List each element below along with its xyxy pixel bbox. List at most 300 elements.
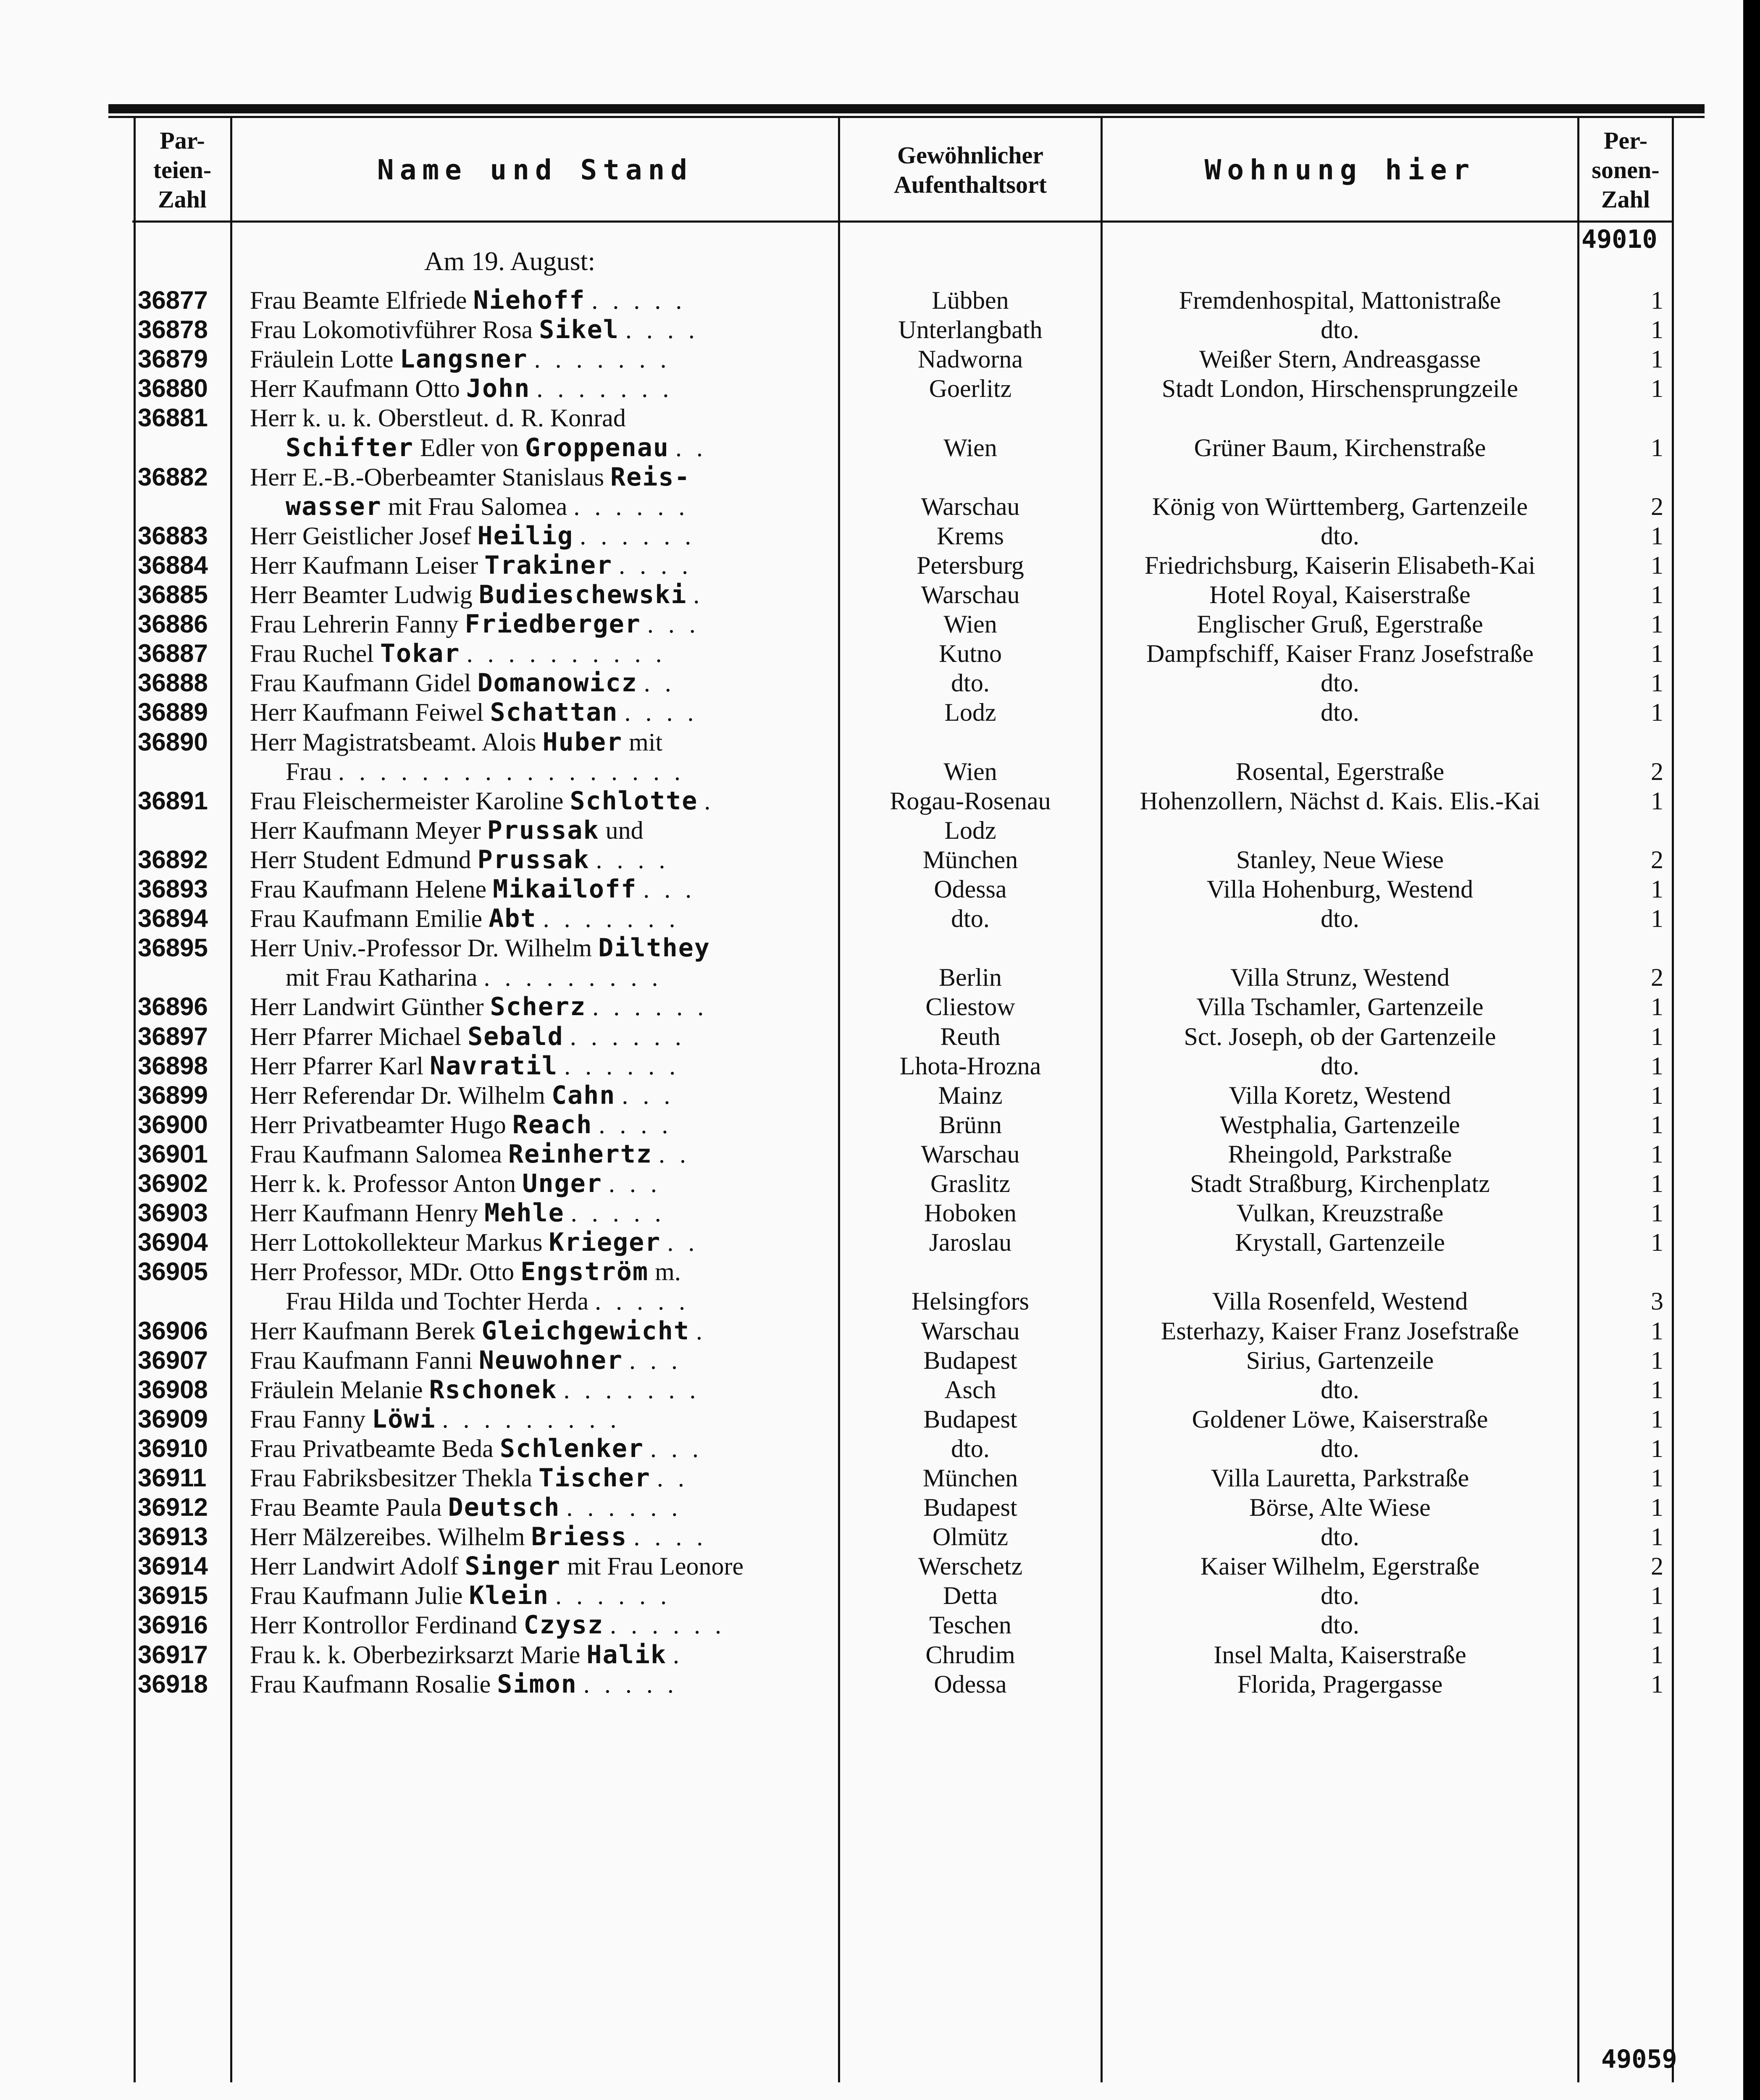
name-text: mit [629, 728, 663, 756]
home-town: Warschau [921, 1140, 1020, 1168]
guest-name [286, 757, 838, 786]
name-text: Herr Kontrollor Ferdinand [250, 1611, 517, 1639]
lodging-address: Stanley, Neue Wiese [1236, 846, 1444, 874]
surname: Budieschewski [478, 580, 687, 609]
table-row [0, 1110, 1743, 1139]
home-town: Detta [943, 1582, 998, 1609]
person-count: 1 [1651, 640, 1663, 667]
guest-name [250, 786, 838, 816]
name-text: Frau Lokomotivführer Rosa [250, 316, 533, 344]
surname: Tokar [380, 639, 460, 668]
party-number: 36890 [138, 728, 208, 756]
home-town: dto. [951, 1435, 990, 1462]
home-town: Rogau-Rosenau [890, 787, 1051, 815]
lodging-address: Krystall, Gartenzeile [1235, 1228, 1445, 1256]
person-count: 1 [1651, 1199, 1663, 1227]
person-count: 1 [1651, 581, 1663, 609]
party-number: 36881 [138, 404, 208, 432]
header-party-count: Par- teien- Zahl [153, 127, 212, 213]
table-row [0, 1493, 1743, 1522]
name-text: Frau Kaufmann Julie [250, 1582, 463, 1609]
home-town: Lübben [932, 286, 1009, 314]
table-row [0, 315, 1743, 344]
person-count: 1 [1651, 345, 1663, 373]
lodging-address: Englischer Gruß, Egerstraße [1197, 610, 1483, 638]
name-text: Herr k. k. Professor Anton [250, 1170, 516, 1197]
leader-dots: . . [667, 1228, 699, 1256]
name-text: Herr k. u. k. Oberstleut. d. R. Konrad [250, 404, 626, 432]
person-count: 1 [1651, 316, 1663, 344]
leader-dots: . . . . . . [610, 1611, 726, 1639]
table-row [0, 462, 1743, 492]
leader-dots: . . [658, 1140, 690, 1168]
name-text: Herr Kaufmann Otto [250, 375, 460, 402]
surname: Halik [586, 1640, 667, 1670]
home-town: Graslitz [930, 1170, 1010, 1197]
lodging-address: Dampfschiff, Kaiser Franz Josefstraße [1146, 640, 1534, 667]
person-count: 2 [1651, 493, 1663, 520]
guest-name [250, 874, 838, 904]
guest-name [250, 933, 838, 963]
guest-name [250, 1051, 838, 1081]
guest-name [250, 904, 838, 933]
home-town: Odessa [934, 875, 1007, 903]
table-row [0, 1610, 1743, 1640]
surname: wasser [286, 492, 382, 521]
leader-dots: . . [657, 1464, 688, 1492]
page-edge [1743, 0, 1760, 2100]
table-row [0, 727, 1743, 757]
leader-dots: . . . . . . . . . [483, 963, 662, 991]
name-text: Herr Geistlicher Josef [250, 522, 471, 550]
guest-name [250, 1404, 838, 1434]
party-number: 36902 [138, 1169, 208, 1197]
home-town: Kutno [939, 640, 1002, 667]
person-count: 1 [1651, 551, 1663, 579]
party-number: 36906 [138, 1317, 208, 1345]
name-text: Frau Kaufmann Salomea [250, 1140, 502, 1168]
home-town: Mainz [938, 1082, 1003, 1109]
surname: Reis- [610, 462, 691, 492]
leader-dots: . . . . . [595, 1287, 690, 1315]
name-text: Edler von [420, 434, 519, 462]
lodging-address: Kaiser Wilhelm, Egerstraße [1200, 1552, 1480, 1580]
surname: Löwi [371, 1404, 436, 1434]
person-count: 1 [1651, 1494, 1663, 1521]
guest-name [250, 1640, 838, 1670]
person-count: 1 [1651, 698, 1663, 726]
name-text: Herr Landwirt Adolf [250, 1552, 459, 1580]
guest-name [286, 963, 838, 992]
person-count: 1 [1651, 375, 1663, 402]
surname: Sebald [468, 1022, 564, 1051]
leader-dots: . . . . . . . [536, 375, 673, 402]
name-text: Herr Kaufmann Henry [250, 1199, 478, 1227]
person-count: 1 [1651, 522, 1663, 550]
table-row [0, 904, 1743, 933]
person-count: 1 [1651, 669, 1663, 697]
party-number: 36901 [138, 1140, 208, 1168]
lodging-address: Börse, Alte Wiese [1249, 1494, 1431, 1521]
party-number: 36878 [138, 315, 208, 344]
table-row [0, 1139, 1743, 1169]
leader-dots: . . . . . . . [543, 905, 680, 932]
surname: Heilig [477, 521, 574, 551]
home-town: Krems [937, 522, 1004, 550]
table-row [0, 1346, 1743, 1375]
surname: Klein [469, 1581, 549, 1610]
leader-dots: . . . [608, 1170, 661, 1197]
lodging-address: Rheingold, Parkstraße [1228, 1140, 1452, 1168]
lodging-address: dto. [1321, 1582, 1359, 1609]
table-row [0, 757, 1743, 786]
guest-name [250, 1257, 838, 1286]
lodging-address: Villa Koretz, Westend [1229, 1082, 1451, 1109]
party-number: 36887 [138, 639, 208, 667]
surname: Schifter [286, 433, 414, 462]
surname: Huber [542, 727, 623, 757]
lodging-address: Rosental, Egerstraße [1235, 758, 1445, 785]
name-text: m. [655, 1258, 681, 1286]
table-row [0, 1463, 1743, 1493]
lodging-address: dto. [1321, 698, 1359, 726]
leader-dots: . . . . . [583, 1670, 678, 1698]
lodging-address: dto. [1321, 522, 1359, 550]
table-row [0, 1375, 1743, 1404]
guest-name [250, 286, 838, 315]
party-number: 36882 [138, 463, 208, 491]
home-town: Goerlitz [929, 375, 1012, 402]
surname: Groppenau [525, 433, 670, 462]
leader-dots: . . . . . . [564, 1052, 680, 1080]
surname: Unger [522, 1169, 602, 1198]
lodging-address: Villa Lauretta, Parkstraße [1211, 1464, 1469, 1492]
lodging-address: Stadt Straßburg, Kirchenplatz [1190, 1170, 1490, 1197]
lodging-address: Villa Strunz, Westend [1230, 963, 1450, 991]
person-count: 1 [1651, 1582, 1663, 1609]
leader-dots: . . . . . . [573, 493, 689, 520]
home-town: Helsingfors [912, 1287, 1029, 1315]
surname: Langsner [399, 344, 528, 374]
leader-dots: . . [675, 434, 707, 462]
party-number: 36888 [138, 669, 208, 697]
name-text: mit Frau Salomea [388, 493, 567, 520]
leader-dots: . . . . [619, 551, 693, 579]
table-row [0, 1169, 1743, 1198]
name-text: Herr Pfarrer Karl [250, 1052, 424, 1080]
home-town: Werschetz [918, 1552, 1023, 1580]
person-count: 1 [1651, 1023, 1663, 1050]
home-town: Chrudim [925, 1641, 1015, 1669]
party-number: 36907 [138, 1346, 208, 1374]
party-number: 36910 [138, 1434, 208, 1462]
home-town: Lhota-Hrozna [899, 1052, 1041, 1080]
header-name-and-status: Name und Stand [377, 154, 693, 186]
person-count: 1 [1651, 1347, 1663, 1374]
guest-name [250, 315, 838, 344]
person-count: 1 [1651, 1405, 1663, 1433]
guest-name [250, 1169, 838, 1198]
table-row [0, 1081, 1743, 1110]
guest-name [250, 551, 838, 580]
surname: Reach [512, 1110, 593, 1139]
guest-name [250, 1434, 838, 1463]
party-number: 36905 [138, 1257, 208, 1286]
leader-dots: . . . . [596, 846, 670, 874]
name-text: Frau Beamte Paula [250, 1494, 442, 1521]
party-number: 36911 [138, 1464, 207, 1492]
person-count: 1 [1651, 434, 1663, 462]
leader-dots: . . . . [624, 698, 698, 726]
person-count: 1 [1651, 1376, 1663, 1404]
guest-name [250, 521, 838, 551]
table-row [0, 963, 1743, 992]
guest-name [250, 1228, 838, 1257]
guest-name [250, 1110, 838, 1139]
party-number: 36886 [138, 610, 208, 638]
name-text: Fräulein Lotte [250, 345, 394, 373]
date-heading: Am 19. August: [424, 246, 596, 276]
person-count: 2 [1651, 1552, 1663, 1580]
home-town: Hoboken [924, 1199, 1017, 1227]
name-text: Herr E.-B.-Oberbeamter Stanislaus [250, 463, 604, 491]
person-count: 1 [1651, 1464, 1663, 1492]
surname: Singer [465, 1551, 561, 1581]
person-count: 3 [1651, 1287, 1663, 1315]
lodging-address: dto. [1321, 669, 1359, 697]
name-text: Herr Beamter Ludwig [250, 581, 473, 609]
leader-dots: . . . [650, 1435, 703, 1462]
table-row [0, 609, 1743, 639]
leader-dots: . . . . . . [555, 1582, 671, 1609]
name-text: mit Frau Katharina [286, 963, 478, 991]
surname: Gleichgewicht [481, 1316, 690, 1346]
leader-dots: . [696, 1317, 707, 1345]
leader-dots: . [704, 787, 715, 815]
guest-name [250, 1081, 838, 1110]
name-text: Frau Kaufmann Fanni [250, 1347, 473, 1374]
surname: Briess [531, 1522, 628, 1551]
table-row [0, 1286, 1743, 1316]
surname: Navratil [430, 1051, 558, 1081]
name-text: Frau Beamte Elfriede [250, 286, 467, 314]
person-count: 1 [1651, 1611, 1663, 1639]
header-lodging-here: Wohnung hier [1204, 154, 1476, 186]
party-number: 36897 [138, 1022, 208, 1050]
home-town: Berlin [939, 963, 1002, 991]
home-town: Petersburg [917, 551, 1024, 579]
guest-name [250, 1610, 838, 1640]
home-town: Lodz [944, 698, 996, 726]
surname: Domanowicz [477, 668, 638, 698]
guest-name [250, 374, 838, 403]
leader-dots: . . . [647, 610, 700, 638]
person-count: 1 [1651, 610, 1663, 638]
name-text: und [605, 816, 644, 844]
guest-name [250, 403, 838, 433]
party-number: 36903 [138, 1199, 208, 1227]
guest-name [250, 1670, 838, 1699]
guest-name [250, 727, 838, 757]
surname: Schlenker [499, 1434, 644, 1463]
name-text: mit Frau Leonore [567, 1552, 744, 1580]
lodging-address: dto. [1321, 1611, 1359, 1639]
guest-name [250, 1346, 838, 1375]
home-town: Cliestow [925, 993, 1015, 1021]
surname: Neuwohner [478, 1346, 623, 1375]
person-count: 2 [1651, 846, 1663, 874]
party-number: 36915 [138, 1581, 208, 1609]
guest-name [250, 609, 838, 639]
lodging-address: Westphalia, Gartenzeile [1220, 1111, 1460, 1139]
leader-dots: . [693, 581, 704, 609]
surname: Dilthey [598, 933, 710, 963]
guest-name [250, 845, 838, 874]
leader-dots: . . . [622, 1082, 675, 1109]
person-count: 1 [1651, 1228, 1663, 1256]
person-count: 1 [1651, 905, 1663, 932]
home-town: Wien [943, 758, 997, 785]
table-row [0, 1581, 1743, 1610]
guest-name [250, 1522, 838, 1551]
lodging-address: Friedrichsburg, Kaiserin Elisabeth-Kai [1144, 551, 1536, 579]
party-number: 36904 [138, 1228, 208, 1256]
table-row [0, 1522, 1743, 1551]
name-text: Herr Kaufmann Meyer [250, 816, 481, 844]
leader-dots: . . . . . . [592, 993, 708, 1021]
person-count: 1 [1651, 1170, 1663, 1197]
party-number: 36912 [138, 1493, 208, 1521]
name-text: Fräulein Melanie [250, 1376, 423, 1404]
lodging-address: dto. [1321, 1376, 1359, 1404]
surname: John [466, 374, 531, 403]
name-text: Herr Kaufmann Leiser [250, 551, 478, 579]
surname: Prussak [477, 845, 590, 874]
leader-dots: . [672, 1641, 683, 1669]
table-row [0, 286, 1743, 315]
party-number: 36892 [138, 845, 208, 874]
name-text: Frau Fabriksbesitzer Thekla [250, 1464, 533, 1492]
name-text: Frau Kaufmann Rosalie [250, 1670, 491, 1698]
person-count: 1 [1651, 1052, 1663, 1080]
table-row [0, 992, 1743, 1021]
lodging-address: Villa Hohenburg, Westend [1206, 875, 1474, 903]
lodging-address: dto. [1321, 905, 1359, 932]
person-count: 1 [1651, 1140, 1663, 1168]
name-text: Frau Hilda und Tochter Herda [286, 1287, 589, 1315]
home-town: Budapest [923, 1405, 1017, 1433]
table-row [0, 1051, 1743, 1081]
surname: Schattan [490, 698, 618, 727]
surname: Reinhertz [508, 1139, 652, 1169]
guest-name [250, 1493, 838, 1522]
guest-name [250, 1581, 838, 1610]
home-town: Odessa [934, 1670, 1007, 1698]
leader-dots: . . . . . . [580, 522, 696, 550]
name-text: Herr Kaufmann Feiwel [250, 698, 484, 726]
name-text: Frau Kaufmann Emilie [250, 905, 483, 932]
person-count: 1 [1651, 1111, 1663, 1139]
home-town: dto. [951, 905, 990, 932]
table-row [0, 874, 1743, 904]
party-number: 36894 [138, 904, 208, 932]
party-number: 36908 [138, 1376, 208, 1404]
table-row [0, 521, 1743, 551]
surname: Abt [489, 904, 537, 933]
party-number: 36917 [138, 1641, 208, 1669]
home-town: Lodz [944, 816, 996, 844]
surname: Mehle [484, 1198, 565, 1228]
person-count: 1 [1651, 1523, 1663, 1551]
table-row [0, 433, 1743, 462]
surname: Prussak [487, 816, 599, 845]
table-row [0, 933, 1743, 963]
lodging-address: Insel Malta, Kaiserstraße [1214, 1641, 1466, 1669]
lodging-address: Villa Rosenfeld, Westend [1212, 1287, 1468, 1315]
party-number: 36891 [138, 787, 208, 815]
leader-dots: . . . . . . . [534, 345, 671, 373]
surname: Engström [520, 1257, 649, 1286]
lodging-address: Vulkan, Kreuzstraße [1236, 1199, 1444, 1227]
table-row [0, 580, 1743, 609]
guest-name [250, 1316, 838, 1346]
home-town: Warschau [921, 1317, 1020, 1345]
name-text: Frau Fanny [250, 1405, 365, 1433]
party-number: 36896 [138, 992, 208, 1021]
running-total-top: 49010 [1581, 225, 1658, 254]
header-person-count: Per- sonen- Zahl [1592, 127, 1660, 213]
home-town: Wien [943, 610, 997, 638]
name-text: Herr Mälzereibes. Wilhelm [250, 1523, 525, 1551]
lodging-address: Stadt London, Hirschensprungzeile [1161, 375, 1518, 402]
leader-dots: . . . [643, 875, 696, 903]
table-row [0, 344, 1743, 374]
leader-dots: . . . . . . . . . [442, 1405, 621, 1433]
table-row [0, 816, 1743, 845]
party-number: 36898 [138, 1052, 208, 1080]
party-number: 36918 [138, 1670, 208, 1698]
party-number: 36880 [138, 374, 208, 402]
lodging-address: dto. [1321, 1435, 1359, 1462]
party-number: 36885 [138, 580, 208, 609]
name-text: Herr Referendar Dr. Wilhelm [250, 1082, 545, 1109]
surname: Mikailoff [493, 874, 637, 904]
guest-name [250, 1022, 838, 1051]
guest-name [286, 1286, 838, 1316]
name-text: Herr Lottokollekteur Markus [250, 1228, 543, 1256]
leader-dots: . . . . . . . . . . [466, 640, 666, 667]
guest-name [286, 433, 838, 462]
person-count: 1 [1651, 787, 1663, 815]
lodging-address: Sct. Joseph, ob der Gartenzeile [1184, 1023, 1496, 1050]
home-town: Budapest [923, 1347, 1017, 1374]
surname: Czysz [523, 1610, 604, 1640]
person-count: 2 [1651, 963, 1663, 991]
leader-dots: . . . . . [591, 286, 686, 314]
surname: Krieger [549, 1228, 661, 1257]
surname: Trakiner [484, 551, 613, 580]
home-town: dto. [951, 669, 990, 697]
lodging-address: König von Württemberg, Gartenzeile [1152, 493, 1528, 520]
lodging-address: dto. [1321, 316, 1359, 344]
person-count: 1 [1651, 993, 1663, 1021]
person-count: 1 [1651, 1317, 1663, 1345]
name-text: Herr Privatbeamter Hugo [250, 1111, 506, 1139]
home-town: München [922, 1464, 1018, 1492]
table-row [0, 403, 1743, 433]
home-town: München [922, 846, 1018, 874]
person-count: 1 [1651, 1082, 1663, 1109]
